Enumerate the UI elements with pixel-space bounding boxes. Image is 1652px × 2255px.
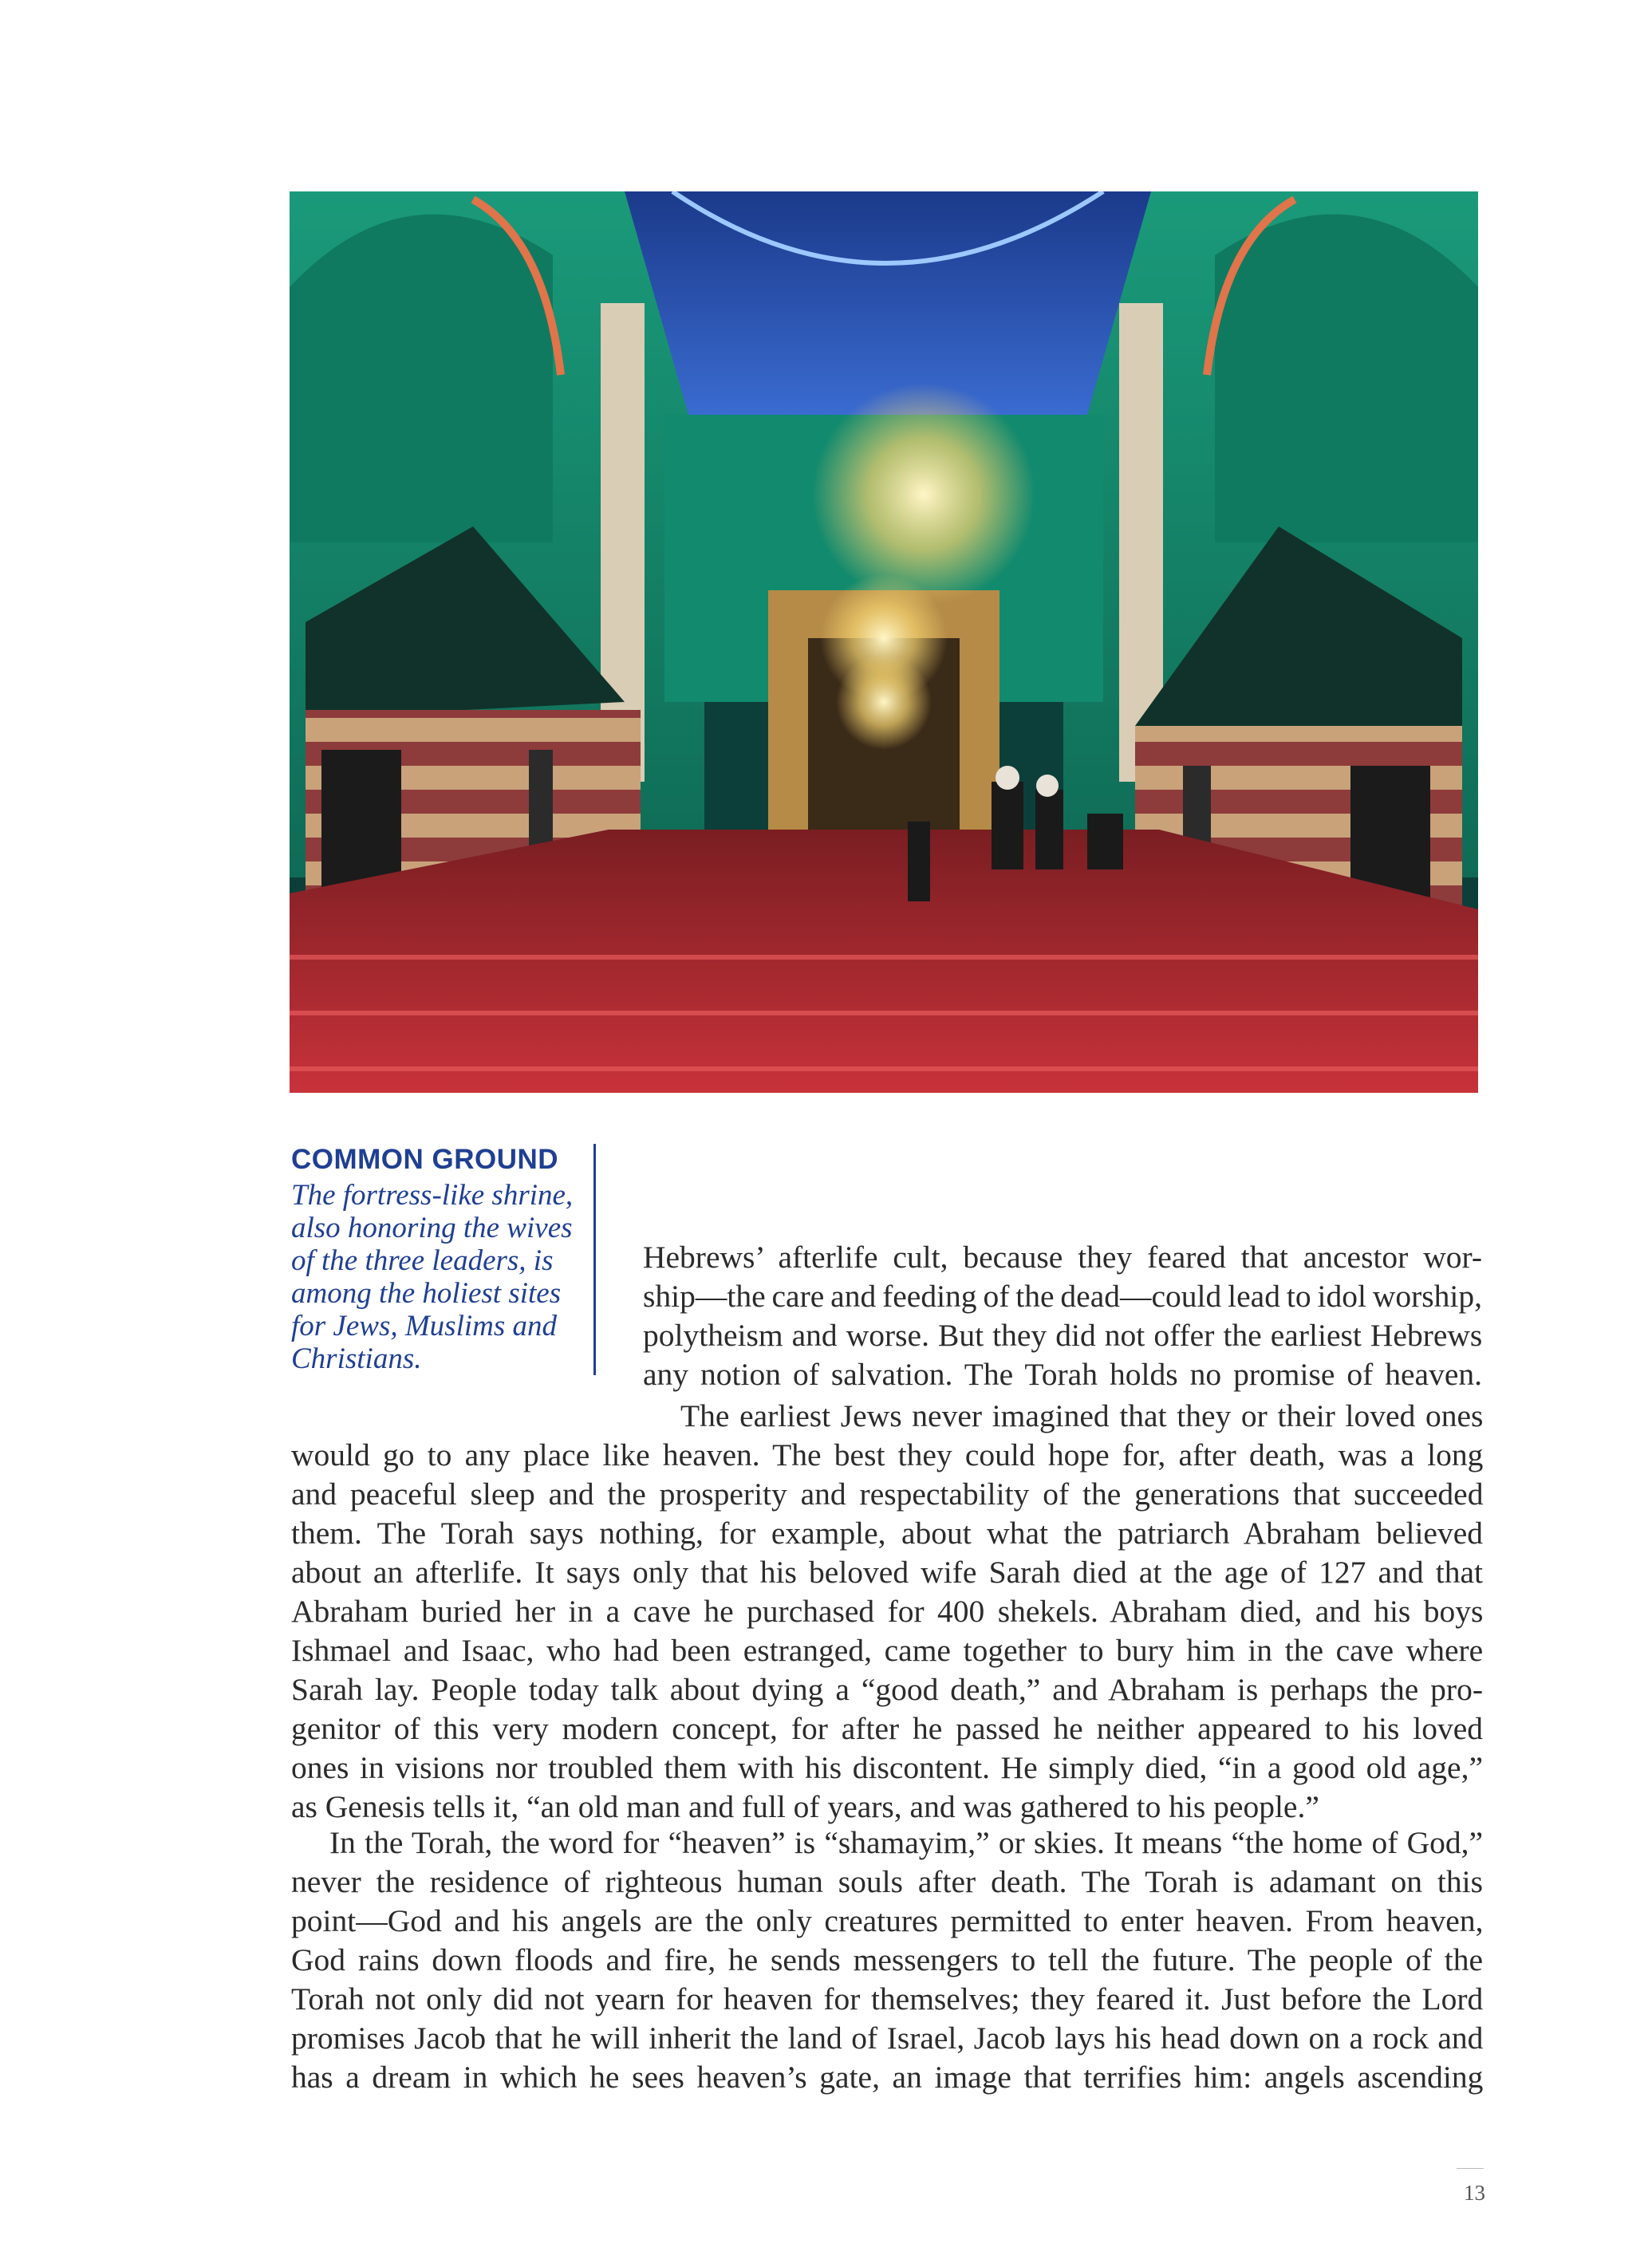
page-number: 13 [1464, 2181, 1485, 2205]
caption-line: for Jews, Muslims and [291, 1310, 557, 1342]
text-line: promises Jacob that he will inherit the land of Israel, Jacob lays his head down on a rock and [291, 2020, 1484, 2056]
text-line: God rains down floods and fire, he sends messengers to tell the future. The people of the [291, 1942, 1483, 1977]
text-line: Hebrews’ afterlife cult, because they feared that ancestor wor- [643, 1240, 1482, 1275]
caption-line: among the holiest sites [291, 1277, 562, 1310]
text-line: Torah not only did not yearn for heaven for themselves; they feared it. Just before the Lord [291, 1981, 1484, 2016]
body-paragraph-3 [291, 1823, 1483, 2097]
caption-text [291, 1179, 578, 1375]
text-line: about an afterlife. It says only that his beloved wife Sarah died at the age of 127 and that [291, 1555, 1483, 1590]
text-line: Ishmael and Isaac, who had been estranged, came together to bury him in the cave where [291, 1633, 1484, 1668]
text-line: ship—the care and feeding of the dead—could lead to idol worship, [643, 1279, 1482, 1314]
text-line: point—God and his angels are the only creatures permitted to enter heaven. From heaven, [291, 1903, 1484, 1938]
caption-heading: COMMON GROUND [291, 1144, 559, 1175]
text-line: Sarah lay. People today talk about dying a “good death,” and Abraham is perhaps the pro- [291, 1672, 1483, 1707]
text-line: The earliest Jews never imagined that they or their loved ones [680, 1398, 1484, 1433]
text-line: any notion of salvation. The Torah holds no promise of heaven. [643, 1357, 1482, 1392]
text-line: polytheism and worse. But they did not offer the earliest Hebrews [643, 1318, 1483, 1353]
text-line: and peaceful sleep and the prosperity and respectability of the generations that succeeded [291, 1476, 1484, 1512]
mosque-interior-photo [290, 191, 1478, 1093]
text-line: Abraham buried her in a cave he purchased for 400 shekels. Abraham died, and his boys [291, 1594, 1484, 1629]
body-paragraph-2 [291, 1397, 1483, 1827]
body-paragraph-1 [643, 1238, 1482, 1394]
caption-line: The fortress-like shrine, [291, 1179, 574, 1212]
caption-line: also honoring the wives [291, 1212, 573, 1244]
text-line: has a dream in which he sees heaven’s gate, an image that terrifies him: angels ascending [291, 2060, 1484, 2095]
text-line: ones in visions nor troubled them with his discontent. He simply died, “in a good old age,” [291, 1750, 1483, 1785]
caption-line: Christians. [291, 1342, 422, 1375]
text-line: them. The Torah says nothing, for example, about what the patriarch Abraham believed [291, 1516, 1483, 1551]
photo-caption [291, 1142, 578, 1375]
caption-divider [593, 1144, 596, 1375]
caption-line: of the three leaders, is [291, 1244, 554, 1277]
text-line: would go to any place like heaven. The best they could hope for, after death, was a long [291, 1437, 1484, 1472]
photo-illustration [290, 191, 1478, 1093]
text-line: as Genesis tells it, “an old man and full of years, and was gathered to his people.” [291, 1789, 1319, 1824]
text-line: In the Torah, the word for “heaven” is “shamayim,” or skies. It means “the home of God,” [329, 1825, 1483, 1860]
text-line: never the residence of righteous human souls after death. The Torah is adamant on this [291, 1864, 1483, 1899]
page-number-rule [1457, 2168, 1484, 2169]
text-line: genitor of this very modern concept, for after he passed he neither appeared to his loved [291, 1711, 1483, 1746]
